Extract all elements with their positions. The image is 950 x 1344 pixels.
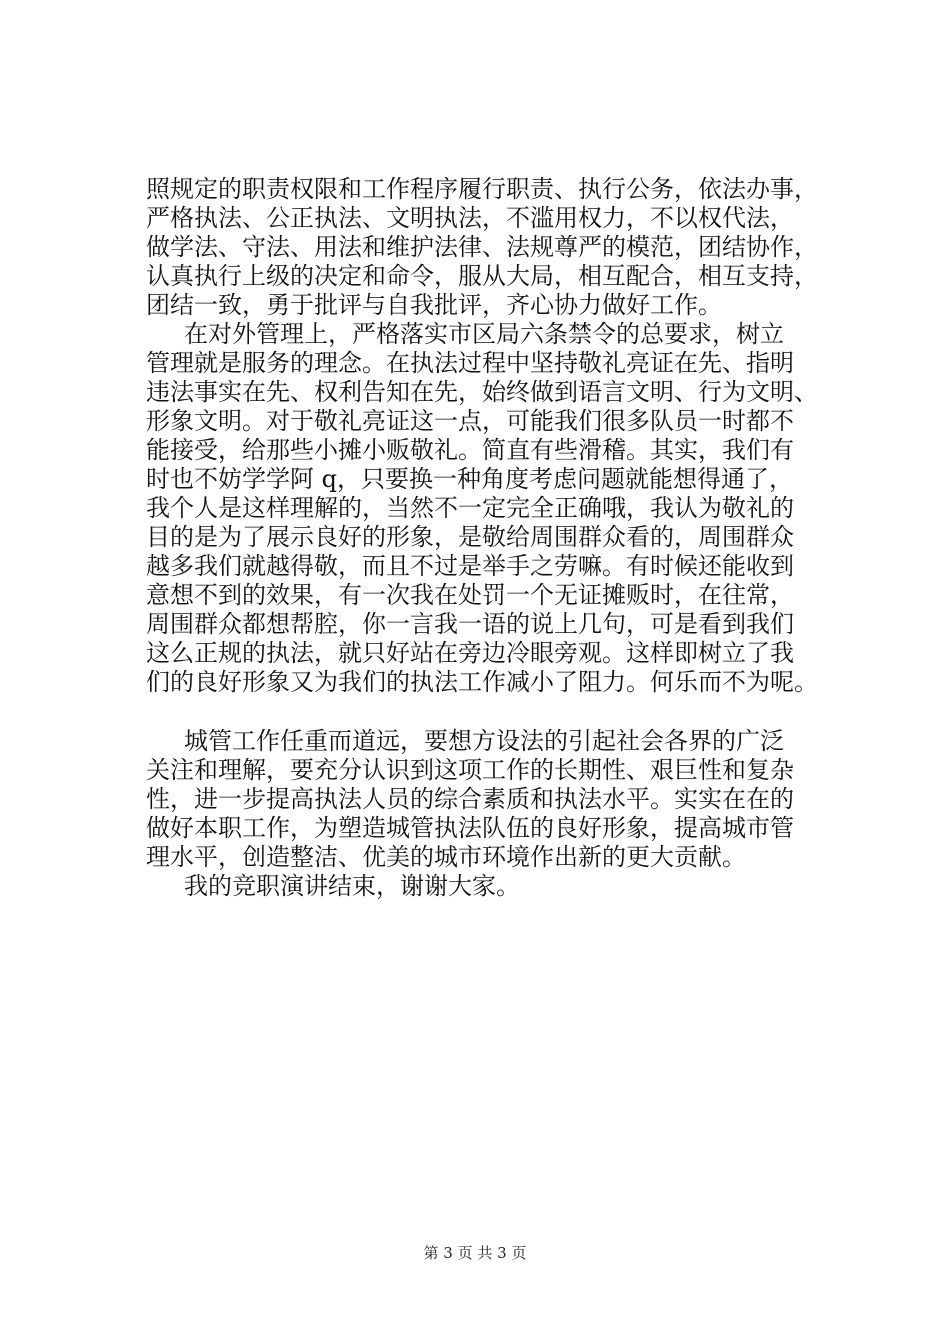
text-line: 性，进一步提高执法人员的综合素质和执法水平。实实在在的 (146, 785, 794, 813)
text-line: 能接受，给那些小摊小贩敬礼。简直有些滑稽。其实，我们有 (146, 436, 794, 464)
text-line: 周围群众都想帮腔，你一言我一语的说上几句，可是看到我们 (146, 610, 794, 638)
text-line: 团结一致，勇于批评与自我批评，齐心协力做好工作。 (146, 291, 722, 319)
text-line: 城管工作任重而道远，要想方设法的引起社会各界的广泛 (184, 727, 784, 755)
document-body (146, 175, 846, 901)
text-line: 关注和理解，要充分认识到这项工作的长期性、艰巨性和复杂 (146, 756, 794, 784)
text-line: 严格执法、公正执法、文明执法，不滥用权力，不以权代法， (146, 204, 794, 232)
text-line: 意想不到的效果，有一次我在处罚一个无证摊贩时，在往常， (146, 581, 794, 609)
text-line: 违法事实在先、权利告知在先，始终做到语言文明、行为文明、 (146, 378, 818, 406)
text-line: 管理就是服务的理念。在执法过程中坚持敬礼亮证在先、指明 (146, 349, 794, 377)
paragraph (146, 727, 846, 872)
page-footer: 第 3 页 共 3 页 (423, 1244, 527, 1262)
paragraph (146, 320, 846, 697)
paragraph-gap (146, 697, 846, 727)
text-line: 理水平，创造整洁、优美的城市环境作出新的更大贡献。 (146, 843, 746, 871)
text-line: 越多我们就越得敬，而且不过是举手之劳嘛。有时候还能收到 (146, 552, 794, 580)
text-line: 做好本职工作，为塑造城管执法队伍的良好形象，提高城市管 (146, 814, 794, 842)
text-line: 照规定的职责权限和工作程序履行职责、执行公务，依法办事， (146, 175, 818, 203)
text-line: 认真执行上级的决定和命令，服从大局，相互配合，相互支持， (146, 262, 818, 290)
text-line: 这么正规的执法，就只好站在旁边冷眼旁观。这样即树立了我 (146, 639, 794, 667)
text-line: 在对外管理上，严格落实市区局六条禁令的总要求，树立 (184, 320, 784, 348)
paragraph (146, 872, 846, 901)
text-line: 做学法、守法、用法和维护法律、法规尊严的模范，团结协作， (146, 233, 818, 261)
text-line: 目的是为了展示良好的形象，是敬给周围群众看的，周围群众 (146, 523, 794, 551)
text-line: 我的竞职演讲结束，谢谢大家。 (184, 872, 520, 900)
text-line: 时也不妨学学阿 q，只要换一种角度考虑问题就能想得通了， (146, 465, 793, 493)
text-line: 形象文明。对于敬礼亮证这一点，可能我们很多队员一时都不 (146, 407, 794, 435)
text-line: 我个人是这样理解的，当然不一定完全正确哦，我认为敬礼的 (146, 494, 794, 522)
text-line: 们的良好形象又为我们的执法工作减小了阻力。何乐而不为呢。 (146, 668, 818, 696)
paragraph (146, 175, 846, 320)
